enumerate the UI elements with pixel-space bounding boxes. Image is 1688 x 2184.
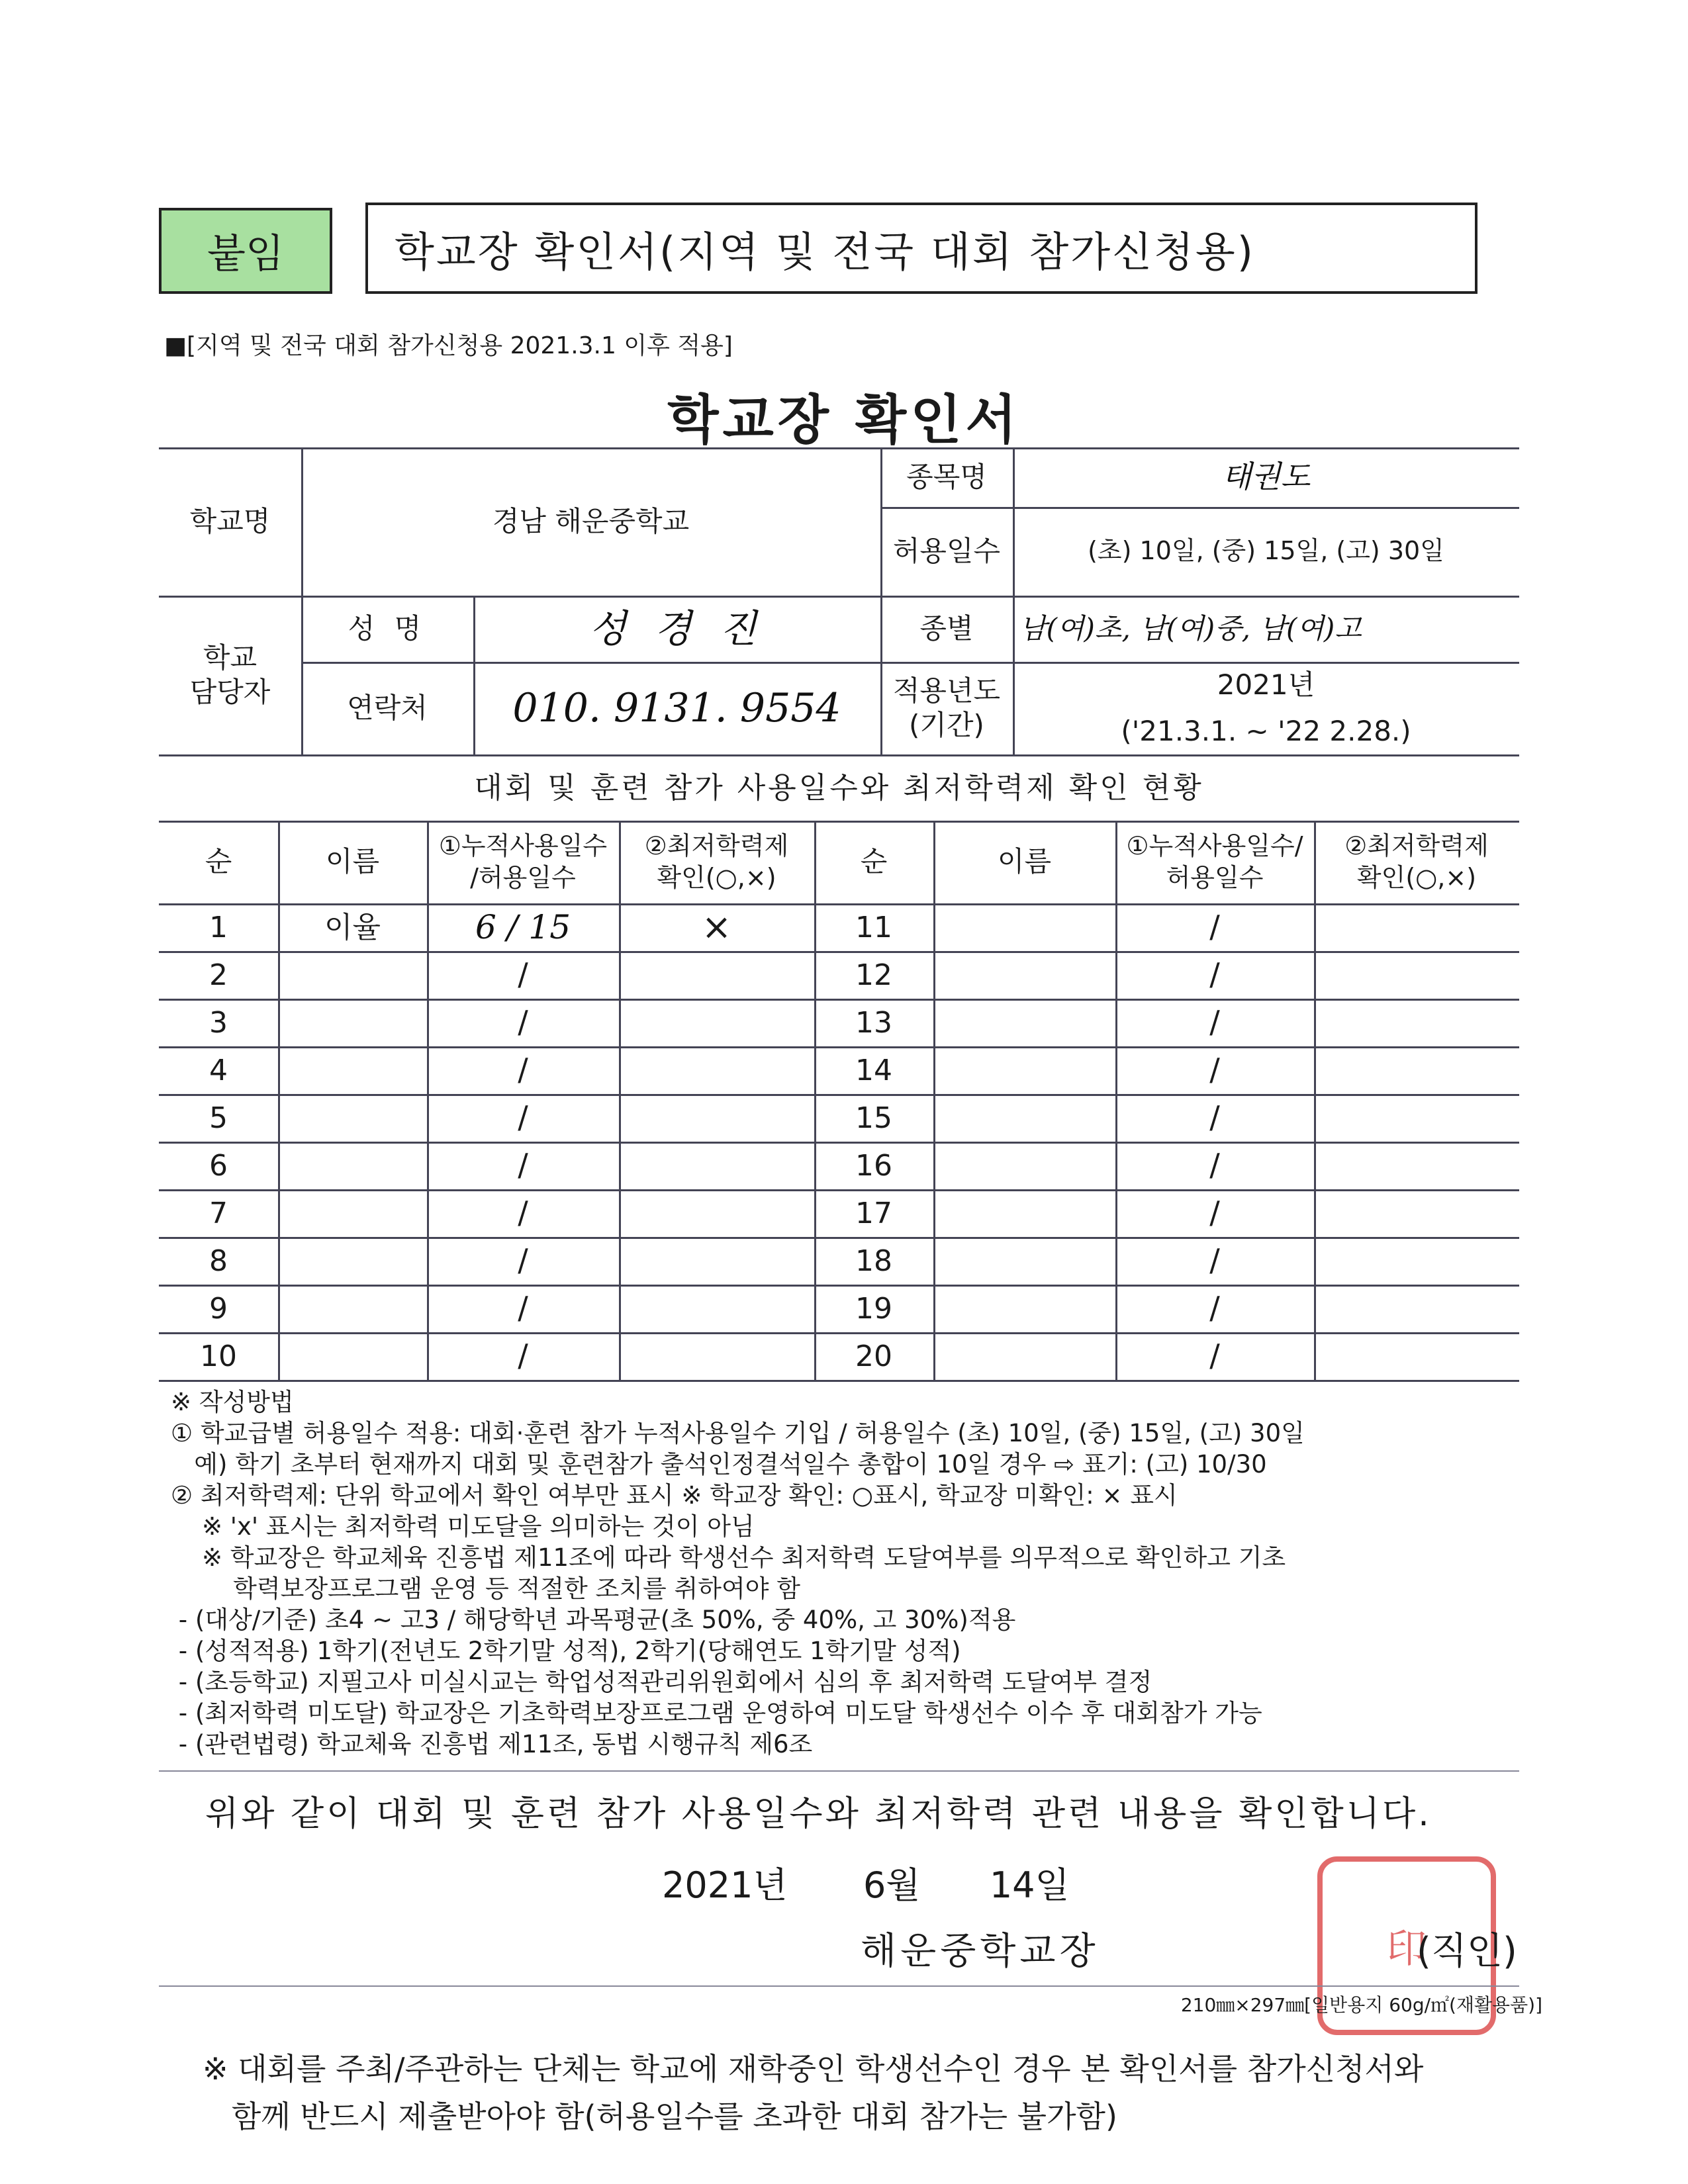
row-no: 19	[855, 1291, 892, 1326]
row-days: /	[518, 1147, 528, 1183]
row-name	[933, 1142, 1115, 1189]
row-check	[619, 1189, 814, 1237]
row-check	[619, 1046, 814, 1094]
allowed-days-label: 허용일수	[892, 534, 1001, 567]
school-label: 학교명	[189, 504, 271, 537]
row-name	[278, 951, 427, 999]
header-days-left: ①누적사용일수 /허용일수	[438, 831, 608, 892]
row-name	[278, 1237, 427, 1285]
guide-line: - (최저학력 미도달) 학교장은 기초학력보장프로그램 운영하여 미도달 학생선수 이수 후 대회참가 가능	[171, 1699, 1262, 1727]
row-no: 4	[209, 1053, 228, 1087]
guide-line: ① 학교급별 허용일수 적용: 대회·훈련 참가 누적사용일수 기입 / 허용일수 (초) 10일, (중) 15일, (고) 30일	[171, 1419, 1305, 1447]
row-days: /	[518, 1290, 528, 1326]
row-days: /	[1209, 1242, 1220, 1279]
row-days: /	[518, 1052, 528, 1088]
attachment-tag: 붙임	[159, 208, 332, 294]
header-no-right: 순	[860, 845, 888, 878]
guide-line: ② 최저학력제: 단위 학교에서 확인 여부만 표시 ※ 학교장 확인: ○표시, 학교장 미확인: × 표시	[171, 1481, 1178, 1510]
row-no: 3	[209, 1005, 228, 1040]
row-no: 13	[855, 1005, 892, 1040]
footer-notice	[203, 2045, 1526, 2140]
name-value: 성 경 진	[589, 606, 765, 651]
name-label: 성 명	[348, 612, 427, 645]
section-title: 대회 및 훈련 참가 사용일수와 최저학력제 확인 현황	[474, 770, 1204, 805]
header-name-left: 이름	[325, 845, 380, 878]
row-name	[278, 1046, 427, 1094]
event-label: 종목명	[906, 460, 987, 493]
date-day: 14일	[989, 1864, 1070, 1906]
row-name	[278, 1094, 427, 1142]
row-check	[1314, 1332, 1519, 1380]
school-value: 경남 해운중학교	[492, 504, 690, 537]
row-name	[933, 951, 1115, 999]
guide-line: 학력보장프로그램 운영 등 적절한 조치를 취하여야 함	[171, 1574, 800, 1603]
row-check	[1314, 1142, 1519, 1189]
event-value: 태권도	[1221, 459, 1311, 495]
row-no: 1	[209, 910, 228, 944]
row-name	[933, 1046, 1115, 1094]
row-days: /	[518, 1338, 528, 1374]
header-name-right: 이름	[997, 845, 1052, 878]
row-days: /	[1209, 1290, 1220, 1326]
issue-date	[662, 1857, 1258, 1908]
writing-guide	[171, 1387, 1561, 1760]
row-days: /	[518, 1242, 528, 1279]
row-no: 5	[209, 1101, 228, 1135]
row-check	[1314, 1094, 1519, 1142]
row-days: /	[1209, 1195, 1220, 1231]
row-no: 7	[209, 1196, 228, 1230]
row-no: 15	[855, 1101, 892, 1135]
row-no: 10	[200, 1339, 237, 1373]
row-no: 9	[209, 1291, 228, 1326]
row-no: 14	[855, 1053, 892, 1087]
confirmation-statement: 위와 같이 대회 및 훈련 참가 사용일수와 최저학력 관련 내용을 확인합니다.	[205, 1794, 1432, 1834]
row-days: /	[518, 1099, 528, 1136]
guide-line: ※ 'x' 표시는 최저학력 미도달을 의미하는 것이 아님	[171, 1512, 755, 1541]
row-check: ×	[701, 906, 732, 948]
row-no: 12	[855, 958, 892, 992]
applicability-notice: ■[지역 및 전국 대회 참가신청용 2021.3.1 이후 적용]	[164, 332, 733, 359]
paper-size-note: 210㎜×297㎜[일반용지 60g/㎡(재활용품)]	[1180, 1994, 1542, 2016]
row-days: /	[1209, 1004, 1220, 1040]
row-check	[619, 1285, 814, 1332]
date-month: 6월	[863, 1864, 921, 1906]
row-check	[619, 999, 814, 1046]
row-no: 2	[209, 958, 228, 992]
row-name: 이율	[324, 910, 381, 944]
year-period: ('21.3.1. ~ '22 2.28.)	[1121, 714, 1411, 747]
row-name	[933, 903, 1115, 951]
guide-line: ※ 학교장은 학교체육 진흥법 제11조에 따라 학생선수 최저학력 도달여부를 의무적으로 확인하고 기초	[171, 1543, 1286, 1572]
allowed-days-value: (초) 10일, (중) 15일, (고) 30일	[1088, 536, 1444, 566]
row-check	[1314, 999, 1519, 1046]
row-days: /	[1209, 1338, 1220, 1374]
header-check-right: ②최저학력제 확인(○,×)	[1344, 831, 1489, 892]
guide-line: ※ 작성방법	[171, 1388, 294, 1416]
row-days: /	[518, 956, 528, 993]
row-name	[278, 999, 427, 1046]
guide-line: - (관련법령) 학교체육 진흥법 제11조, 동법 시행규칙 제6조	[171, 1730, 813, 1758]
row-check	[619, 1094, 814, 1142]
header-no-left: 순	[205, 845, 232, 878]
category-value: 남(여)초, 남(여)중, 남(여)고	[1019, 612, 1362, 645]
principal-title: 해운중학교장	[861, 1930, 1100, 1973]
row-days: /	[1209, 1052, 1220, 1088]
row-check	[1314, 951, 1519, 999]
row-check	[619, 951, 814, 999]
row-name	[933, 1332, 1115, 1380]
document-title: 학교장 확인서	[667, 389, 1021, 451]
row-name	[933, 1094, 1115, 1142]
row-name	[933, 1237, 1115, 1285]
row-days: /	[518, 1195, 528, 1231]
row-no: 6	[209, 1148, 228, 1183]
row-name	[278, 1142, 427, 1189]
row-check	[619, 1142, 814, 1189]
row-days: /	[1209, 956, 1220, 993]
row-name	[933, 999, 1115, 1046]
row-no: 20	[855, 1339, 892, 1373]
row-check	[619, 1237, 814, 1285]
manager-label: 학교 담당자	[189, 641, 271, 708]
official-seal-stamp: 印	[1317, 1856, 1496, 2035]
year-value: 2021년	[1217, 668, 1315, 701]
row-days: /	[1209, 1147, 1220, 1183]
date-year: 2021년	[662, 1864, 788, 1906]
row-no: 11	[855, 910, 892, 944]
row-check	[1314, 1046, 1519, 1094]
row-days: /	[1209, 1099, 1220, 1136]
row-no: 17	[855, 1196, 892, 1230]
row-days: /	[518, 1004, 528, 1040]
row-check	[1314, 1285, 1519, 1332]
row-name	[278, 1189, 427, 1237]
row-days: 6 / 15	[475, 907, 571, 946]
guide-line: - (대상/기준) 초4 ~ 고3 / 해당학년 과목평균(초 50%, 중 40%, 고 30%)적용	[171, 1606, 1016, 1634]
guide-line: - (성적적용) 1학기(전년도 2학기말 성적), 2학기(당해연도 1학기말 성적)	[171, 1637, 961, 1665]
guide-line: - (초등학교) 지필고사 미실시교는 학업성적관리위원회에서 심의 후 최저학력 도달여부 결정	[171, 1668, 1152, 1696]
row-name	[278, 1285, 427, 1332]
row-check	[1314, 903, 1519, 951]
header-check-left: ②최저학력제 확인(○,×)	[644, 831, 789, 892]
row-no: 8	[209, 1244, 228, 1278]
row-name	[278, 1332, 427, 1380]
row-name	[933, 1285, 1115, 1332]
row-check	[1314, 1237, 1519, 1285]
contact-value: 010. 9131. 9554	[512, 684, 841, 731]
footer-line: ※ 대회를 주최/주관하는 단체는 학교에 재학중인 학생선수인 경우 본 확인서를 참가신청서와	[203, 2051, 1424, 2087]
guide-line: 예) 학기 초부터 현재까지 대회 및 훈련참가 출석인정결석일수 총합이 10일 경우 ⇨ 표기: (고) 10/30	[171, 1450, 1267, 1479]
row-name	[933, 1189, 1115, 1237]
row-check	[1314, 1189, 1519, 1237]
seal-label: (직인)	[1417, 1930, 1517, 1973]
row-days: /	[1209, 909, 1220, 945]
contact-label: 연락처	[347, 691, 428, 724]
year-label: 적용년도 (기간)	[892, 674, 1001, 741]
row-check	[619, 1332, 814, 1380]
row-no: 18	[855, 1244, 892, 1278]
row-no: 16	[855, 1148, 892, 1183]
header-days-right: ①누적사용일수/ 허용일수	[1126, 831, 1303, 892]
category-label: 종별	[919, 612, 974, 645]
footer-line: 함께 반드시 제출받아야 함(허용일수를 초과한 대회 참가는 불가함)	[203, 2099, 1117, 2134]
form-title-box: 학교장 확인서(지역 및 전국 대회 참가신청용)	[365, 203, 1477, 294]
